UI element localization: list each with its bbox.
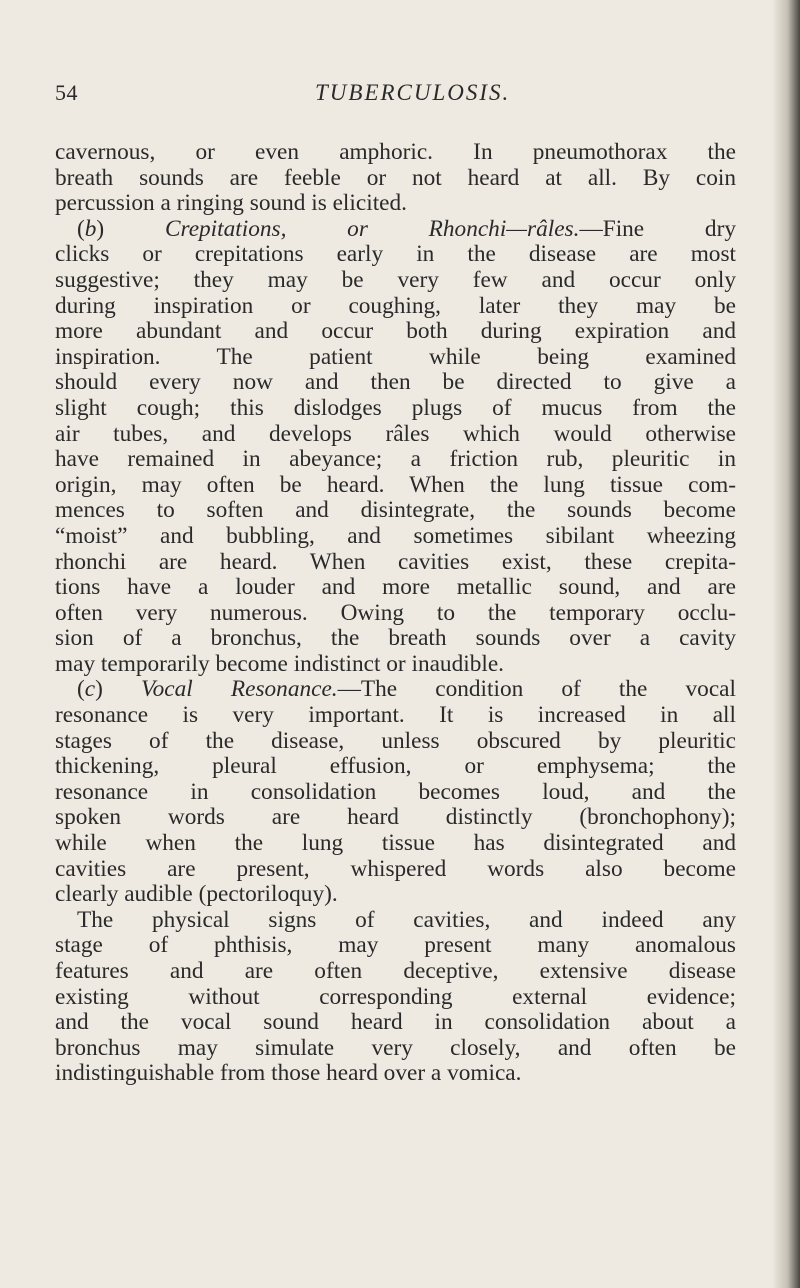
text-line: bronchus may simulate very closely, and often be (55, 1034, 736, 1061)
text-line: may temporarily become indistinct or inaudible. (55, 650, 504, 677)
text-line: spoken words are heard distinctly (bronchophony); (55, 804, 736, 831)
body-text (55, 140, 736, 1087)
section-heading-line (55, 677, 736, 703)
text-line: sion of a bronchus, the breath sounds over a cavity (55, 625, 736, 652)
page-header (55, 80, 755, 120)
text-line: more abundant and occur both during expiration and (55, 318, 736, 345)
text-line: rhonchi are heard. When cavities exist, these crepita- (55, 548, 736, 575)
text-line: mences to soften and disintegrate, the sounds become (55, 497, 736, 524)
text-line: indistinguishable from those heard over a vomica. (55, 1060, 522, 1087)
text-line: percussion a ringing sound is elicited. (55, 190, 407, 217)
text-line: during inspiration or coughing, later they may be (55, 292, 736, 319)
text-line: often very numerous. Owing to the temporary occlu- (55, 599, 736, 626)
text-line: origin, may often be heard. When the lung tissue com- (55, 471, 736, 498)
page-number: 54 (55, 80, 78, 105)
paren-open: ( (77, 215, 85, 242)
text-line: have remained in abeyance; a friction rub, pleuritic in (55, 446, 736, 473)
section-letter: c (84, 676, 96, 703)
text-line: and the vocal sound heard in consolidation about a (55, 1009, 736, 1036)
text-line: breath sounds are feeble or not heard at all. By coin (55, 164, 736, 191)
text-line: The physical signs of cavities, and indeed any (77, 906, 736, 933)
text-line: thickening, pleural effusion, or emphysema; the (55, 753, 736, 780)
text-line: cavernous, or even amphoric. In pneumothorax the (55, 139, 736, 165)
text-line: cavities are present, whispered words also become (55, 855, 736, 882)
paren-close: ) (95, 676, 141, 703)
paren-close: ) (96, 215, 165, 242)
page-edge-shadow (772, 0, 800, 1288)
text-line: suggestive; they may be very few and occur only (55, 266, 736, 293)
text-line: existing without corresponding external evidence; (55, 983, 736, 1010)
section-lead-text: —The condition of the vocal (337, 676, 736, 703)
text-line: while when the lung tissue has disintegrated and (55, 830, 736, 857)
text-line: stage of phthisis, may present many anomalous (55, 932, 736, 959)
text-line: clearly audible (pectoriloquy). (55, 881, 338, 908)
text-line: inspiration. The patient while being examined (55, 343, 736, 370)
section-lead-text: —Fine dry (579, 215, 736, 242)
section-title: Vocal Resonance. (141, 676, 338, 703)
section-title: Crepitations, or Rhonchi—râles. (164, 215, 580, 242)
text-line: features and are often deceptive, extensive disease (55, 958, 736, 984)
text-line: resonance in consolidation becomes loud, and the (55, 778, 736, 805)
text-line: slight cough; this dislodges plugs of mucus from the (55, 394, 736, 421)
text-line: resonance is very important. It is increased in all (55, 702, 736, 729)
text-line: air tubes, and develops râles which would otherwise (55, 420, 736, 447)
section-letter: b (84, 215, 97, 242)
paren-open: ( (77, 676, 85, 703)
text-line: tions have a louder and more metallic sound, and are (55, 574, 736, 601)
text-line: clicks or crepitations early in the disease are most (55, 241, 736, 268)
text-line: should every now and then be directed to give a (55, 369, 736, 396)
section-heading-line (55, 217, 736, 243)
running-head: TUBERCULOSIS. (315, 80, 511, 105)
text-line: stages of the disease, unless obscured by pleuritic (55, 727, 736, 754)
text-line: “moist” and bubbling, and sometimes sibilant wheezing (55, 522, 736, 549)
